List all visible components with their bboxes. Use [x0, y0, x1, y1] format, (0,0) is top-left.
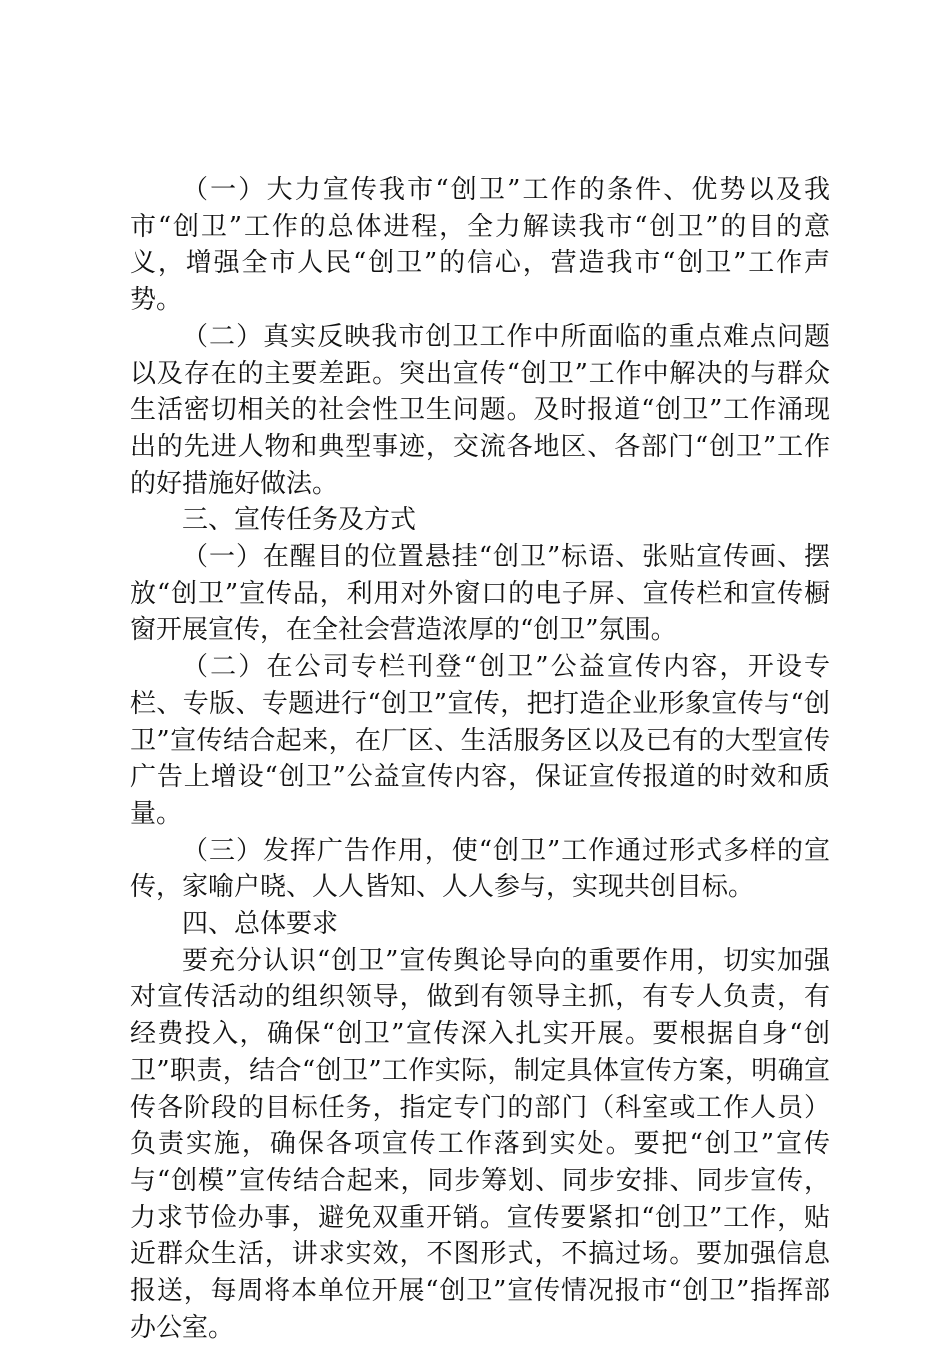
paragraph-5: （三）发挥广告作用，使“创卫”工作通过形式多样的宣传，家喻户晓、人人皆知、人人参与，实现共创目标。	[130, 835, 830, 903]
document-body	[130, 172, 830, 1347]
section-heading-3: 三、宣传任务及方式	[182, 505, 417, 536]
section-heading-4: 四、总体要求	[182, 909, 339, 940]
paragraph-4: （二）在公司专栏刊登“创卫”公益宣传内容，开设专栏、专版、专题进行“创卫”宣传，把打造企业形象宣传与“创卫”宣传结合起来，在厂区、生活服务区以及已有的大型宣传广告上增设“创卫”公益宣传内容，保证宣传报道的时效和质量。	[130, 652, 830, 829]
paragraph-3: （一）在醒目的位置悬挂“创卫”标语、张贴宣传画、摆放“创卫”宣传品，利用对外窗口的电子屏、宣传栏和宣传橱窗开展宣传，在全社会营造浓厚的“创卫”氛围。	[130, 542, 830, 646]
paragraph-1: （一）大力宣传我市“创卫”工作的条件、优势以及我市“创卫”工作的总体进程，全力解读我市“创卫”的目的意义，增强全市人民“创卫”的信心，营造我市“创卫”工作声势。	[130, 175, 830, 316]
paragraph-6: 要充分认识“创卫”宣传舆论导向的重要作用，切实加强对宣传活动的组织领导，做到有领导主抓，有专人负责，有经费投入，确保“创卫”宣传深入扎实开展。要根据自身“创卫”职责，结合“创卫”工作实际，制定具体宣传方案，明确宣传各阶段的目标任务，指定专门的部门（科室或工作人员）负责实施，确保各项宣传工作落到实处。要把“创卫”宣传与“创模”宣传结合起来，同步筹划、同步安排、同步宣传，力求节俭办事，避免双重开销。宣传要紧扣“创卫”工作，贴近群众生活，讲求实效，不图形式，不搞过场。要加强信息报送，每周将本单位开展“创卫”宣传情况报市“创卫”指挥部办公室。	[130, 945, 830, 1343]
paragraph-2: （二）真实反映我市创卫工作中所面临的重点难点问题以及存在的主要差距。突出宣传“创卫”工作中解决的与群众生活密切相关的社会性卫生问题。及时报道“创卫”工作涌现出的先进人物和典型事迹，交流各地区、各部门“创卫”工作的好措施好做法。	[130, 321, 830, 499]
